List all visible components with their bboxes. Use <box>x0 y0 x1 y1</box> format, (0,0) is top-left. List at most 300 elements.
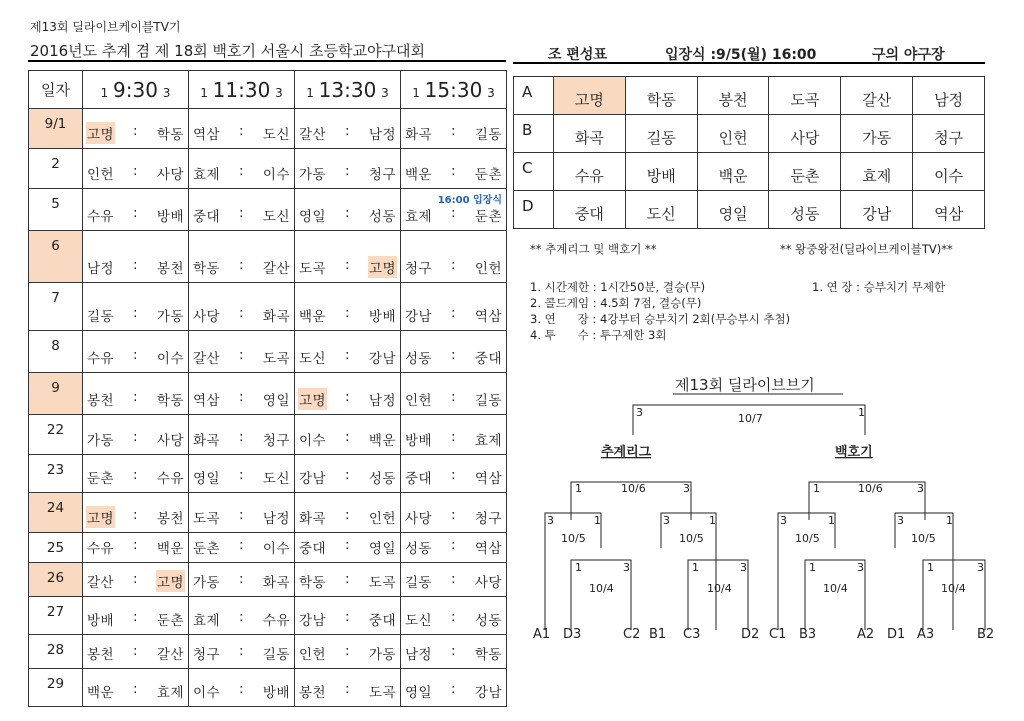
team-name: 청구 <box>368 167 396 183</box>
game-separator: : <box>238 205 245 221</box>
team-name: 고명 <box>298 388 327 410</box>
game-cell <box>189 533 295 563</box>
rule-4: 4. 투 수 : 투구제한 3회 <box>530 328 667 342</box>
game-cell <box>295 455 401 493</box>
game-separator: : <box>238 163 245 179</box>
group-team: 중대 <box>554 191 626 229</box>
qf2-date: 10/5 <box>679 532 704 545</box>
game-separator: : <box>238 609 245 625</box>
schedule-date: 5 <box>29 189 83 231</box>
group-table <box>513 76 985 229</box>
time-header-3: 1 13:30 3 <box>295 71 401 109</box>
team-name: 도신 <box>262 471 290 487</box>
game-cell <box>401 283 507 331</box>
group-team: 가동 <box>841 115 913 153</box>
game-separator: : <box>450 347 457 363</box>
qf1-date: 10/5 <box>561 532 586 545</box>
game-cell <box>295 415 401 455</box>
team-name: 학동 <box>156 127 184 143</box>
game-separator: : <box>450 537 457 553</box>
game-cell <box>295 533 401 563</box>
team-name: 사당 <box>474 575 502 591</box>
team-name: 갈산 <box>299 127 327 143</box>
game-cell <box>401 669 507 707</box>
game-separator: : <box>450 467 457 483</box>
game-cell <box>401 231 507 283</box>
team-name: 방배 <box>156 209 184 225</box>
team-name: 학동 <box>156 393 184 409</box>
game-cell <box>83 597 189 635</box>
game-cell <box>189 415 295 455</box>
team-name: 이수 <box>156 351 184 367</box>
schedule-row <box>29 373 507 415</box>
group-team: 백운 <box>697 153 769 191</box>
bracket-slot: C3 <box>683 627 701 642</box>
rule-3: 3. 연 장 : 4강부터 승부치기 2회(무승부시 추첨) <box>530 312 791 326</box>
team-name: 갈산 <box>193 351 221 367</box>
game-separator: : <box>132 537 139 553</box>
r16-3-seed-1: 1 <box>809 561 816 574</box>
team-name: 둔촌 <box>156 613 184 629</box>
game-cell <box>401 373 507 415</box>
team-name: 사당 <box>156 167 184 183</box>
game-cell <box>401 109 507 149</box>
bracket-right-title: 백호기 <box>835 445 873 460</box>
qf2-seed-1: 1 <box>709 514 716 527</box>
team-name: 효제 <box>193 613 221 629</box>
team-name: 백운 <box>156 541 184 557</box>
bracket-slot: A3 <box>917 627 935 642</box>
team-name: 고명 <box>86 122 115 144</box>
game-separator: : <box>132 389 139 405</box>
game-separator: : <box>450 305 457 321</box>
opening-ceremony-info: 입장식 :9/5(월) 16:00 <box>665 47 817 63</box>
game-cell <box>83 149 189 189</box>
team-name: 영일 <box>405 685 433 701</box>
team-name: 영일 <box>262 393 290 409</box>
game-cell <box>83 563 189 597</box>
team-name: 고명 <box>156 570 185 592</box>
group-row <box>514 191 985 229</box>
team-name: 남정 <box>262 511 290 527</box>
schedule-date: 23 <box>29 455 83 493</box>
team-name: 이수 <box>299 433 327 449</box>
game-separator: : <box>344 123 351 139</box>
team-name: 백운 <box>368 433 396 449</box>
team-name: 역삼 <box>474 309 502 325</box>
team-name: 화곡 <box>262 309 290 325</box>
game-cell <box>295 373 401 415</box>
game-separator: : <box>450 257 457 273</box>
team-name: 청구 <box>405 261 433 277</box>
schedule-row <box>29 149 507 189</box>
team-name: 도곡 <box>368 575 396 591</box>
team-name: 고명 <box>368 256 397 278</box>
time-header-2: 1 11:30 3 <box>189 71 295 109</box>
game-separator: : <box>344 429 351 445</box>
team-name: 효제 <box>474 433 502 449</box>
game-cell <box>295 635 401 669</box>
qf3-seed-1: 1 <box>828 514 835 527</box>
team-name: 도신 <box>262 209 290 225</box>
team-name: 학동 <box>474 647 502 663</box>
team-name: 고명 <box>86 506 115 528</box>
game-separator: : <box>238 429 245 445</box>
game-separator: : <box>344 163 351 179</box>
game-separator: : <box>132 123 139 139</box>
group-team: 화곡 <box>554 115 626 153</box>
game-cell <box>295 189 401 231</box>
game-separator: : <box>450 389 457 405</box>
game-separator: : <box>238 305 245 321</box>
team-name: 성동 <box>405 541 433 557</box>
team-name: 방배 <box>405 433 433 449</box>
game-separator: : <box>450 205 457 221</box>
qf1-seed-3: 3 <box>547 514 554 527</box>
team-name: 성동 <box>368 209 396 225</box>
game-separator: : <box>344 257 351 273</box>
team-name: 학동 <box>193 261 221 277</box>
game-cell <box>295 493 401 533</box>
group-team: 역삼 <box>913 191 985 229</box>
r16-4-date: 10/4 <box>941 582 966 595</box>
team-name: 방배 <box>262 685 290 701</box>
final-date: 10/7 <box>738 412 763 425</box>
team-name: 가동 <box>193 575 221 591</box>
team-name: 화곡 <box>299 511 327 527</box>
team-name: 둔촌 <box>193 541 221 557</box>
game-separator: : <box>132 257 139 273</box>
team-name: 효제 <box>405 209 433 225</box>
game-cell <box>401 493 507 533</box>
team-name: 도곡 <box>299 261 327 277</box>
group-team: 사당 <box>769 115 841 153</box>
game-cell <box>83 231 189 283</box>
r16-1-seed-3: 3 <box>623 561 630 574</box>
game-cell <box>189 635 295 669</box>
game-cell <box>83 189 189 231</box>
game-cell <box>295 283 401 331</box>
team-name: 중대 <box>405 471 433 487</box>
game-cell <box>295 149 401 189</box>
team-name: 길동 <box>474 127 502 143</box>
schedule-date: 7 <box>29 283 83 331</box>
team-name: 남정 <box>368 393 396 409</box>
group-row <box>514 153 985 191</box>
game-cell <box>189 669 295 707</box>
team-name: 중대 <box>474 351 502 367</box>
game-separator: : <box>450 507 457 523</box>
game-cell <box>189 149 295 189</box>
team-name: 도신 <box>405 613 433 629</box>
group-row <box>514 115 985 153</box>
game-cell <box>189 231 295 283</box>
bracket-slot: A1 <box>533 627 551 642</box>
team-name: 남정 <box>405 647 433 663</box>
game-cell <box>83 533 189 563</box>
team-name: 방배 <box>87 613 115 629</box>
game-cell <box>401 635 507 669</box>
schedule-row <box>29 331 507 373</box>
group-team: 효제 <box>841 153 913 191</box>
game-cell <box>401 563 507 597</box>
team-name: 강남 <box>405 309 433 325</box>
group-label: D <box>514 191 554 229</box>
qf4-date: 10/5 <box>911 532 936 545</box>
game-cell <box>83 331 189 373</box>
game-cell <box>83 669 189 707</box>
group-team: 둔촌 <box>769 153 841 191</box>
team-name: 가동 <box>87 433 115 449</box>
team-name: 강남 <box>474 685 502 701</box>
team-name: 봉천 <box>299 685 327 701</box>
schedule-date: 6 <box>29 231 83 283</box>
team-name: 강남 <box>299 613 327 629</box>
schedule-row <box>29 635 507 669</box>
team-name: 역삼 <box>474 541 502 557</box>
team-name: 효제 <box>156 685 184 701</box>
game-cell <box>189 373 295 415</box>
game-separator: : <box>238 537 245 553</box>
team-name: 영일 <box>193 471 221 487</box>
schedule-row <box>29 493 507 533</box>
game-cell <box>83 283 189 331</box>
final-right-seed: 1 <box>858 406 865 419</box>
qf4-seed-1: 1 <box>946 514 953 527</box>
game-separator: : <box>238 389 245 405</box>
game-separator: : <box>450 571 457 587</box>
team-name: 영일 <box>368 541 396 557</box>
game-cell <box>189 493 295 533</box>
game-separator: : <box>132 507 139 523</box>
r16-3-date: 10/4 <box>823 582 848 595</box>
team-name: 인헌 <box>405 393 433 409</box>
team-name: 백운 <box>87 685 115 701</box>
game-separator: : <box>238 571 245 587</box>
game-cell <box>189 283 295 331</box>
team-name: 역삼 <box>193 127 221 143</box>
game-cell <box>295 231 401 283</box>
team-name: 가동 <box>368 647 396 663</box>
schedule-date: 2 <box>29 149 83 189</box>
game-separator: : <box>344 205 351 221</box>
team-name: 인헌 <box>87 167 115 183</box>
team-name: 중대 <box>299 541 327 557</box>
game-cell <box>83 415 189 455</box>
game-cell <box>401 415 507 455</box>
notes-right-title: ** 왕중왕전(딜라이브케이블TV)** <box>780 242 953 256</box>
bracket-slot: D1 <box>887 627 906 642</box>
bracket-title: 제13회 딜라이브브기 <box>675 376 815 394</box>
group-team: 도곡 <box>769 77 841 115</box>
group-label: B <box>514 115 554 153</box>
team-name: 인헌 <box>474 261 502 277</box>
group-team: 청구 <box>913 115 985 153</box>
game-cell <box>189 597 295 635</box>
schedule-row <box>29 109 507 149</box>
r16-4-seed-3: 3 <box>977 561 984 574</box>
game-cell <box>295 109 401 149</box>
game-separator: : <box>238 681 245 697</box>
game-separator: : <box>344 609 351 625</box>
bracket-left-title: 추계리그 <box>601 445 652 460</box>
group-team: 인헌 <box>697 115 769 153</box>
game-separator: : <box>450 163 457 179</box>
bracket-slot: B1 <box>649 627 667 642</box>
team-name: 중대 <box>193 209 221 225</box>
group-team: 방배 <box>625 153 697 191</box>
team-name: 수유 <box>156 471 184 487</box>
team-name: 이수 <box>193 685 221 701</box>
team-name: 역삼 <box>193 393 221 409</box>
r16-2-seed-1: 1 <box>692 561 699 574</box>
game-separator: : <box>450 123 457 139</box>
final-left-seed: 3 <box>636 406 643 419</box>
team-name: 이수 <box>262 541 290 557</box>
tournament-bracket <box>513 370 1003 650</box>
game-separator: : <box>344 305 351 321</box>
rule-right-1: 1. 연 장 : 승부치기 무제한 <box>812 280 946 294</box>
team-name: 백운 <box>405 167 433 183</box>
semi-right-seed-3: 3 <box>917 482 924 495</box>
time-header-1: 1 9:30 3 <box>83 71 189 109</box>
team-name: 청구 <box>262 433 290 449</box>
team-name: 효제 <box>193 167 221 183</box>
team-name: 도곡 <box>368 685 396 701</box>
team-name: 봉천 <box>87 647 115 663</box>
qf3-date: 10/5 <box>795 532 820 545</box>
bracket-slot: D3 <box>563 627 582 642</box>
schedule-date: 25 <box>29 533 83 563</box>
team-name: 화곡 <box>193 433 221 449</box>
game-separator: : <box>344 389 351 405</box>
team-name: 성동 <box>368 471 396 487</box>
qf3-seed-3: 3 <box>780 514 787 527</box>
team-name: 길동 <box>87 309 115 325</box>
schedule-row <box>29 189 507 231</box>
right-header-divider <box>513 62 985 64</box>
schedule-date: 27 <box>29 597 83 635</box>
game-separator: : <box>238 507 245 523</box>
r16-1-date: 10/4 <box>589 582 614 595</box>
game-cell <box>189 563 295 597</box>
schedule-row <box>29 669 507 707</box>
team-name: 갈산 <box>87 575 115 591</box>
game-cell <box>83 373 189 415</box>
team-name: 강남 <box>299 471 327 487</box>
schedule-date: 9/1 <box>29 109 83 149</box>
semi-right-date: 10/6 <box>858 482 883 495</box>
team-name: 가동 <box>299 167 327 183</box>
game-separator: : <box>344 571 351 587</box>
semi-left-seed-1: 1 <box>575 482 582 495</box>
bracket-slot: B3 <box>799 627 817 642</box>
game-cell <box>401 189 507 231</box>
game-separator: : <box>238 467 245 483</box>
group-team: 강남 <box>841 191 913 229</box>
team-name: 백운 <box>299 309 327 325</box>
r16-3-seed-3: 3 <box>857 561 864 574</box>
team-name: 도신 <box>262 127 290 143</box>
team-name: 방배 <box>368 309 396 325</box>
game-cell <box>295 563 401 597</box>
group-label: C <box>514 153 554 191</box>
bracket-slot: C1 <box>769 627 787 642</box>
schedule-date: 29 <box>29 669 83 707</box>
group-team: 성동 <box>769 191 841 229</box>
team-name: 남정 <box>87 261 115 277</box>
schedule-row <box>29 597 507 635</box>
team-name: 둔촌 <box>474 167 502 183</box>
group-team: 학동 <box>625 77 697 115</box>
bracket-slot: C2 <box>623 627 641 642</box>
game-separator: : <box>132 205 139 221</box>
game-separator: : <box>238 257 245 273</box>
game-cell <box>401 597 507 635</box>
group-team: 이수 <box>913 153 985 191</box>
team-name: 역삼 <box>474 471 502 487</box>
team-name: 사당 <box>193 309 221 325</box>
game-note: 16:00 입장식 <box>437 195 502 206</box>
header-title: 2016년도 추계 겸 제 18회 백호기 서울시 초등학교야구대회 <box>30 42 425 60</box>
bracket-slot: D2 <box>741 627 760 642</box>
game-cell <box>189 189 295 231</box>
team-name: 길동 <box>474 393 502 409</box>
group-team: 수유 <box>554 153 626 191</box>
team-name: 중대 <box>368 613 396 629</box>
rule-2: 2. 콜드게임 : 4.5회 7점, 결승(무) <box>530 296 702 310</box>
schedule-row <box>29 283 507 331</box>
notes-left-title: ** 추계리그 및 백호기 ** <box>530 242 657 256</box>
qf2-seed-3: 3 <box>663 514 670 527</box>
game-cell <box>189 109 295 149</box>
schedule-row <box>29 455 507 493</box>
schedule-row <box>29 533 507 563</box>
qf1-seed-1: 1 <box>594 514 601 527</box>
team-name: 사당 <box>405 511 433 527</box>
schedule-header-row <box>29 71 507 109</box>
team-name: 수유 <box>87 351 115 367</box>
game-cell <box>83 455 189 493</box>
game-cell <box>295 597 401 635</box>
team-name: 길동 <box>262 647 290 663</box>
game-cell <box>401 331 507 373</box>
team-name: 청구 <box>193 647 221 663</box>
team-name: 화곡 <box>262 575 290 591</box>
bracket-slot: B2 <box>977 627 995 642</box>
game-separator: : <box>344 347 351 363</box>
schedule-date: 8 <box>29 331 83 373</box>
game-cell <box>83 109 189 149</box>
team-name: 학동 <box>299 575 327 591</box>
team-name: 도곡 <box>193 511 221 527</box>
schedule-table <box>28 70 507 707</box>
team-name: 성동 <box>405 351 433 367</box>
game-separator: : <box>344 681 351 697</box>
team-name: 영일 <box>299 209 327 225</box>
game-separator: : <box>238 123 245 139</box>
team-name: 둔촌 <box>87 471 115 487</box>
team-name: 길동 <box>405 575 433 591</box>
team-name: 수유 <box>87 209 115 225</box>
game-separator: : <box>344 507 351 523</box>
game-separator: : <box>344 537 351 553</box>
game-separator: : <box>132 305 139 321</box>
game-cell <box>401 533 507 563</box>
semi-left-date: 10/6 <box>621 482 646 495</box>
group-label: A <box>514 77 554 115</box>
game-cell <box>401 455 507 493</box>
